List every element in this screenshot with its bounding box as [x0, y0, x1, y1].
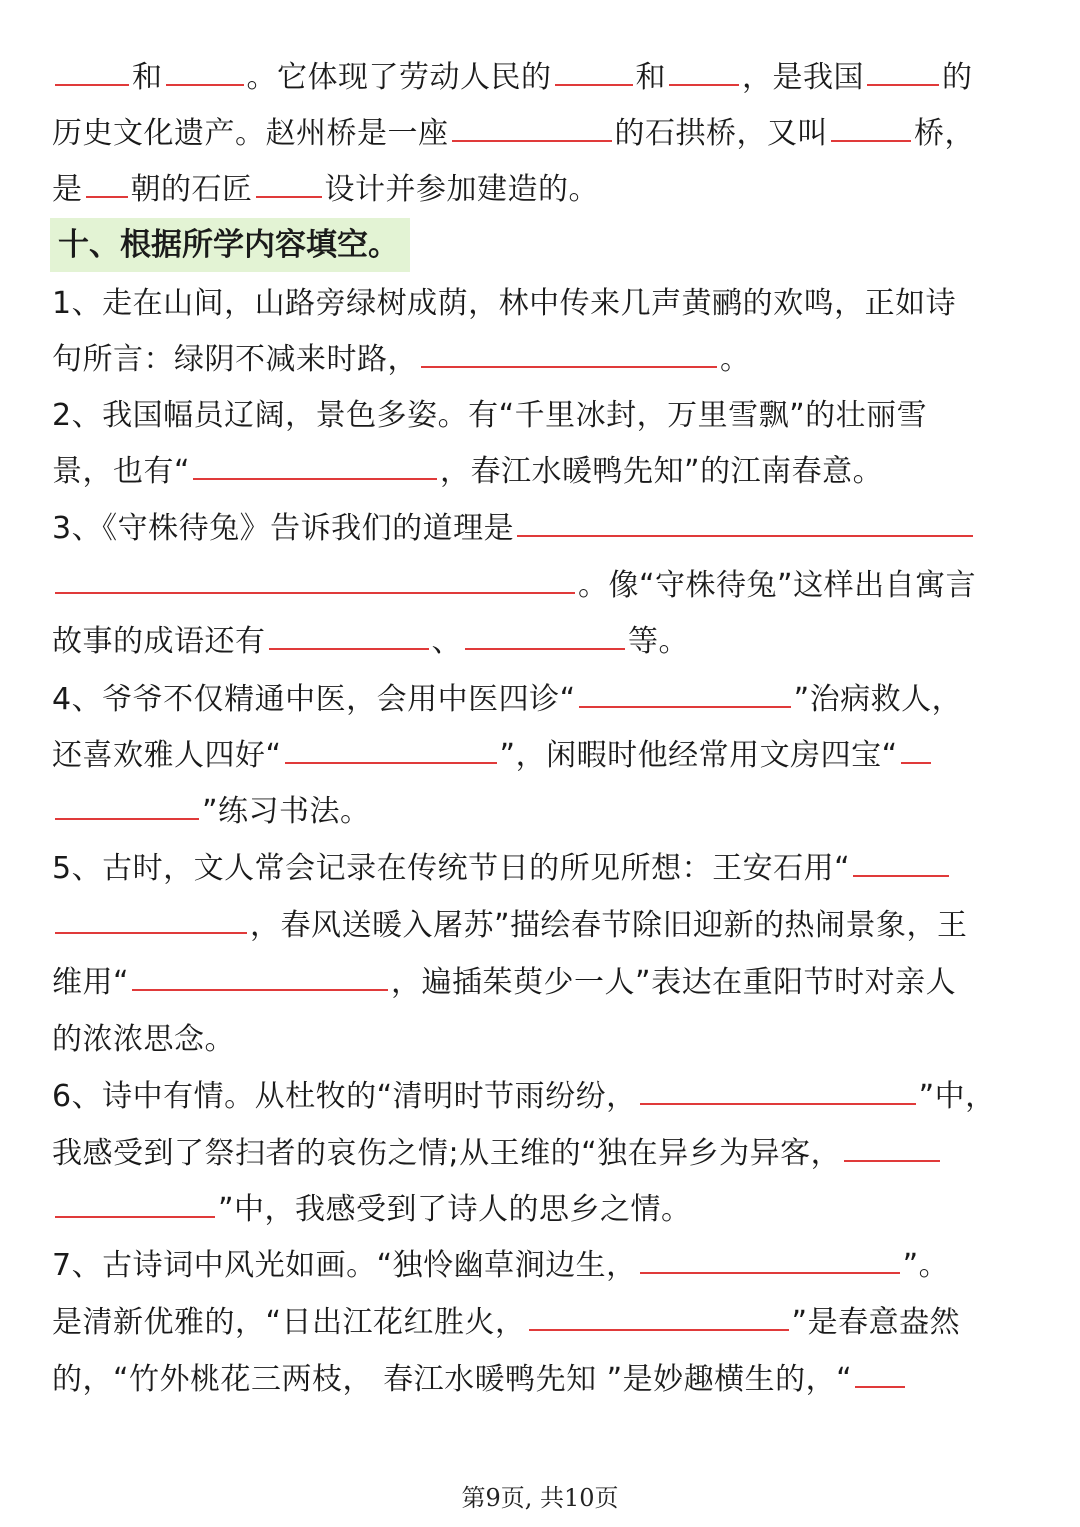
line-text: ”练习书法。	[202, 794, 371, 829]
line-text: ，遍插茱萸少一人”表达在重阳节时对亲人	[391, 965, 957, 1000]
line-text: 4、爷爷不仅精通中医，会用中医四诊“	[52, 682, 576, 717]
question-6-line-3	[52, 1182, 1042, 1238]
fill-blank[interactable]	[256, 166, 322, 198]
fill-blank[interactable]	[465, 618, 625, 650]
fill-blank[interactable]	[640, 1242, 900, 1274]
question-3-line-3	[52, 614, 1042, 670]
question-1-line-1	[52, 276, 1042, 332]
line-text: 的浓浓思念。	[52, 1022, 235, 1057]
fill-blank[interactable]	[855, 1356, 905, 1388]
line-text: 1、走在山间，山路旁绿树成荫，林中传来几声黄鹂的欢鸣，正如诗	[52, 286, 957, 321]
text-line-3	[52, 162, 1042, 218]
line-text: ”。	[902, 1248, 950, 1283]
line-text: ”是春意盎然	[791, 1305, 961, 1340]
line-text: ”，闲暇时他经常用文房四宝“	[499, 738, 898, 773]
fill-blank[interactable]	[55, 788, 199, 820]
line-text: 我感受到了祭扫者的哀伤之情;从王维的“独在异乡为异客，	[52, 1136, 842, 1171]
line-text: 。	[720, 342, 751, 377]
line-text: 7、古诗词中风光如画。“独怜幽草涧边生，	[52, 1248, 637, 1283]
fill-blank[interactable]	[844, 1130, 940, 1162]
fill-blank[interactable]	[132, 959, 388, 991]
question-5-line-3	[52, 955, 1042, 1011]
line-text: 是	[52, 172, 83, 207]
fill-blank[interactable]	[669, 54, 739, 86]
question-3-line-2	[52, 558, 1042, 614]
fill-blank[interactable]	[269, 618, 429, 650]
question-7-line-1	[52, 1238, 1042, 1294]
question-5-line-1	[52, 841, 1042, 897]
line-text: ”治病救人，	[793, 682, 963, 717]
question-6-line-1	[52, 1069, 1042, 1125]
line-text: 5、古时，文人常会记录在传统节日的所见所想：王安石用“	[52, 851, 851, 886]
question-2-line-1	[52, 388, 1042, 444]
line-text: ，是我国	[742, 60, 864, 95]
line-text: 桥，	[914, 116, 975, 151]
line-text: 2、我国幅员辽阔，景色多姿。有“千里冰封，万里雪飘”的壮丽雪	[52, 398, 928, 433]
line-text: 的石拱桥，又叫	[614, 116, 828, 151]
line-text: 朝的石匠	[130, 172, 253, 207]
line-text: 的	[942, 60, 973, 95]
question-7-line-2	[52, 1295, 1042, 1351]
question-4-line-2	[52, 728, 1042, 784]
line-text: 还喜欢雅人四好“	[52, 738, 282, 773]
line-text: 景，也有“	[52, 454, 191, 489]
line-text: 维用“	[52, 965, 130, 1000]
line-text: 故事的成语还有	[52, 624, 266, 659]
fill-blank[interactable]	[285, 732, 497, 764]
fill-blank[interactable]	[55, 54, 129, 86]
line-text: ”中，我感受到了诗人的思乡之情。	[218, 1192, 692, 1227]
fill-blank[interactable]	[166, 54, 244, 86]
fill-blank[interactable]	[901, 732, 931, 764]
line-text: 句所言：绿阴不减来时路，	[52, 342, 418, 377]
question-5-line-4	[52, 1012, 1042, 1068]
fill-blank[interactable]	[86, 166, 128, 198]
fill-blank[interactable]	[517, 505, 973, 537]
fill-blank[interactable]	[55, 562, 575, 594]
line-text: 3、《守株待兔》告诉我们的道理是	[52, 511, 515, 546]
fill-blank[interactable]	[452, 110, 612, 142]
text-line-2	[52, 106, 1042, 162]
line-text: 和	[635, 60, 666, 95]
line-text: 、	[431, 624, 462, 659]
page-footer: 第9页, 共10页	[461, 1484, 619, 1512]
line-text: ”中，	[918, 1079, 996, 1114]
text-line-1	[52, 50, 1042, 106]
fill-blank[interactable]	[55, 1186, 215, 1218]
line-text: 。它体现了劳动人民的	[246, 60, 552, 95]
question-2-line-2	[52, 444, 1042, 500]
question-4-line-1	[52, 672, 1042, 728]
line-text: ，春风送暖入屠苏”描绘春节除旧迎新的热闹景象，王	[250, 908, 968, 943]
line-text: 。像“守株待兔”这样出自寓言	[578, 568, 977, 603]
line-text: 设计并参加建造的。	[324, 172, 599, 207]
line-text: 历史文化遗产。赵州桥是一座	[52, 116, 449, 151]
fill-blank[interactable]	[529, 1299, 789, 1331]
line-text: 的，“竹外桃花三两枝， 春江水暖鸭先知 ”是妙趣横生的，“	[52, 1362, 853, 1397]
fill-blank[interactable]	[193, 448, 437, 480]
section-heading: 十、根据所学内容填空。	[58, 227, 399, 263]
fill-blank[interactable]	[831, 110, 911, 142]
question-4-line-3	[52, 784, 1042, 840]
fill-blank[interactable]	[55, 902, 247, 934]
fill-blank[interactable]	[421, 336, 717, 368]
question-6-line-2	[52, 1126, 1042, 1182]
fill-blank[interactable]	[579, 676, 791, 708]
question-3-line-1	[52, 501, 1042, 557]
question-1-line-2	[52, 332, 1042, 388]
line-text: 等。	[628, 624, 689, 659]
line-text: 和	[132, 60, 163, 95]
line-text: 是清新优雅的，“日出江花红胜火，	[52, 1305, 526, 1340]
fill-blank[interactable]	[640, 1073, 916, 1105]
line-text: 6、诗中有情。从杜牧的“清明时节雨纷纷，	[52, 1079, 637, 1114]
question-7-line-3	[52, 1352, 1042, 1408]
fill-blank[interactable]	[555, 54, 633, 86]
fill-blank[interactable]	[853, 845, 949, 877]
question-5-line-2	[52, 898, 1042, 954]
line-text: ，春江水暖鸭先知”的江南春意。	[440, 454, 884, 489]
fill-blank[interactable]	[867, 54, 939, 86]
